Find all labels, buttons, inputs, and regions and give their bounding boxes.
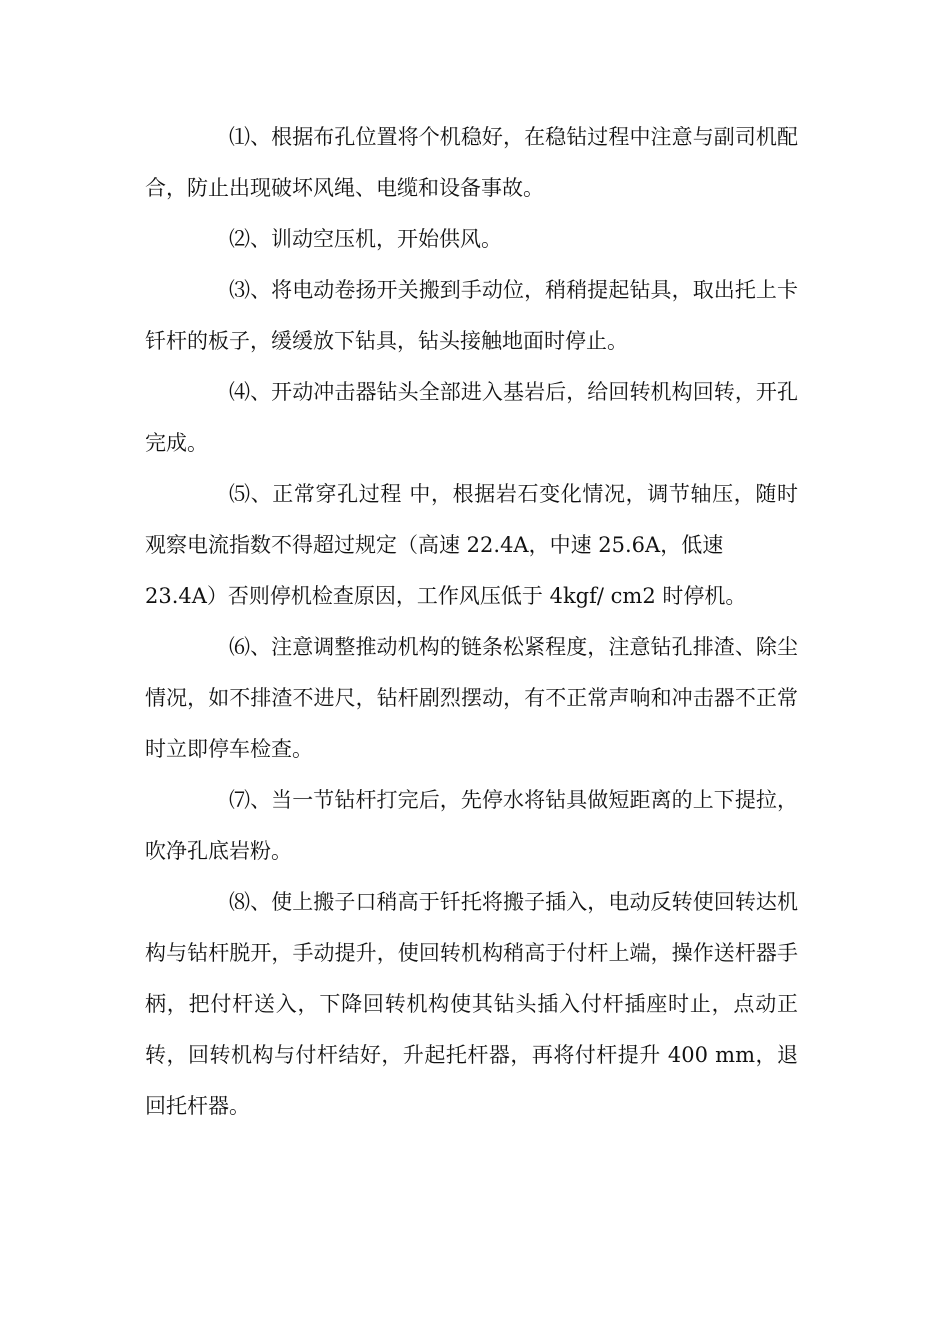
document-body — [145, 112, 798, 1132]
paragraph-step-4: ⑷、开动冲击器钻头全部进入基岩后，给回转机构回转，开孔完成。 — [145, 380, 798, 455]
paragraph-step-7: ⑺、当一节钻杆打完后，先停水将钻具做短距离的上下提拉，吹净孔底岩粉。 — [145, 788, 798, 863]
paragraph-step-1: ⑴、根据布孔位置将个机稳好，在稳钻过程中注意与副司机配合，防止出现破坏风绳、电缆和设备事故。 — [145, 125, 798, 200]
paragraph-step-2: ⑵、训动空压机，开始供风。 — [229, 227, 502, 251]
paragraph-step-3: ⑶、将电动卷扬开关搬到手动位，稍稍提起钻具，取出托上卡钎杆的板子，缓缓放下钻具，钻头接触地面时停止。 — [145, 278, 798, 353]
paragraph-step-5: ⑸、正常穿孔过程 中，根据岩石变化情况，调节轴压，随时观察电流指数不得超过规定（高速 22.4A，中速 25.6A，低速 23.4A）否则停机检查原因，工作风压低于 4kgf/ cm2 时停机。 — [145, 482, 798, 608]
paragraph-step-8: ⑻、使上搬子口稍高于钎托将搬子插入，电动反转使回转达机构与钻杆脱开，手动提升，使回转机构稍高于付杆上端，操作送杆器手柄，把付杆送入，下降回转机构使其钻头插入付杆插座时止，点动正转，回转机构与付杆结好，升起托杆器，再将付杆提升 400 mm，退回托杆器。 — [145, 890, 798, 1118]
paragraph-step-6: ⑹、注意调整推动机构的链条松紧程度，注意钻孔排渣、除尘情况，如不排渣不进尺，钻杆剧烈摆动，有不正常声响和冲击器不正常时立即停车检查。 — [145, 635, 798, 761]
